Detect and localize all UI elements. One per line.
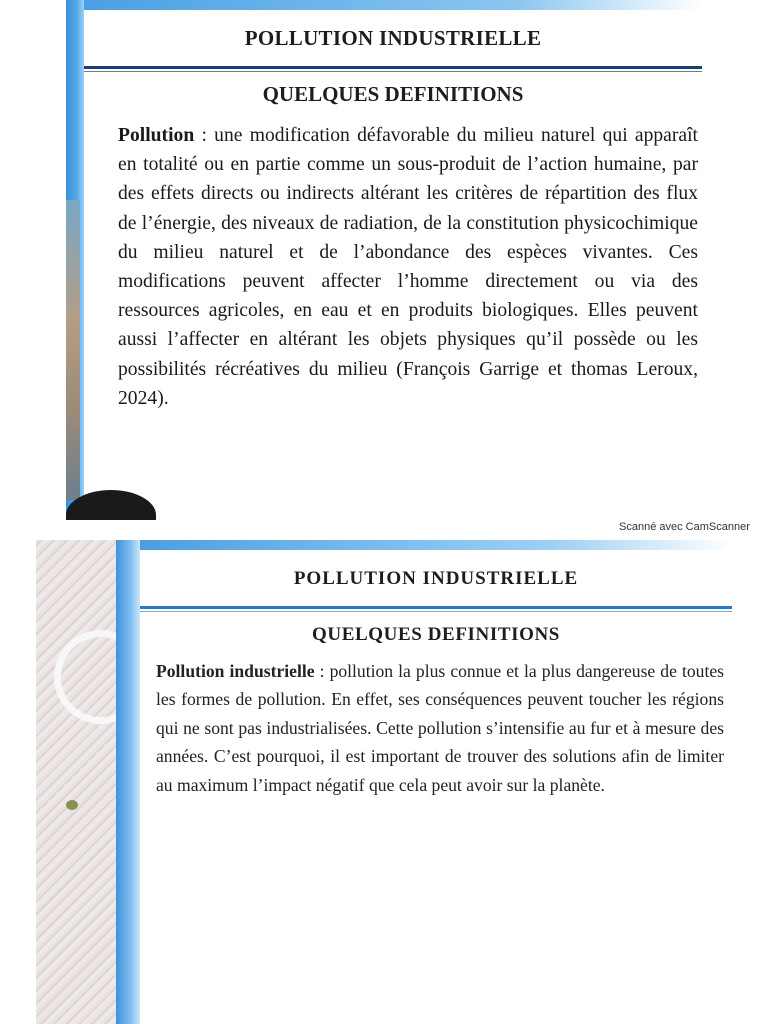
document-title: POLLUTION INDUSTRIELLE — [293, 568, 579, 589]
header-rule-thin — [140, 611, 732, 612]
header-rule-thin — [84, 71, 702, 72]
section-title: QUELQUES DEFINITIONS — [262, 82, 524, 106]
definition-paragraph — [156, 657, 724, 799]
scanner-watermark: Scanné avec CamScanner — [619, 521, 750, 533]
definition-paragraph — [118, 121, 698, 413]
document-title: POLLUTION INDUSTRIELLE — [244, 26, 542, 50]
definition-text: : une modification défavorable du milieu naturel qui apparaît en totalité ou en partie comme un sous-produit de l’action humaine, par des effets directs ou indirects altérant les critères de répartition des flux de l’énergie, des niveaux de radiation, de la constitution physicochimique du milieu naturel et de l’abondance des espèces vivantes. Ces modifications peuvent affecter l’homme directement ou via des ressources agricoles, en eau et en produits biologiques. Elles peuvent aussi l’affecter en altérant les objets physiques qu’il possède ou les possibilités récréatives du milieu (François Garrige et thomas Leroux, 2024). — [118, 125, 698, 409]
header-rule — [84, 66, 702, 69]
definition-term: Pollution — [118, 125, 195, 146]
scan-photo-1 — [66, 0, 702, 520]
background-wall — [36, 540, 116, 1024]
binder-edge-shadow — [66, 200, 80, 500]
binder-edge — [116, 540, 140, 1024]
definition-text: : pollution la plus connue et la plus dangereuse de toutes les formes de pollution. En effet, ses conséquences peuvent toucher les régions qui ne sont pas industrialisées. Cette pollution s’intensifie au fur et à mesure des années. C’est pourquoi, il est important de trouver des solutions afin de limiter au maximum l’impact négatif que cela peut avoir sur la planète. — [156, 661, 725, 795]
paper-sheet — [84, 0, 702, 520]
binder-top-edge — [84, 0, 702, 10]
definition-term: Pollution industrielle — [156, 661, 315, 681]
scan-photo-2 — [36, 540, 732, 1024]
header-rule — [140, 606, 732, 609]
binder-top-edge — [140, 540, 732, 550]
section-title: QUELQUES DEFINITIONS — [312, 624, 560, 645]
wall-stain — [66, 800, 78, 810]
